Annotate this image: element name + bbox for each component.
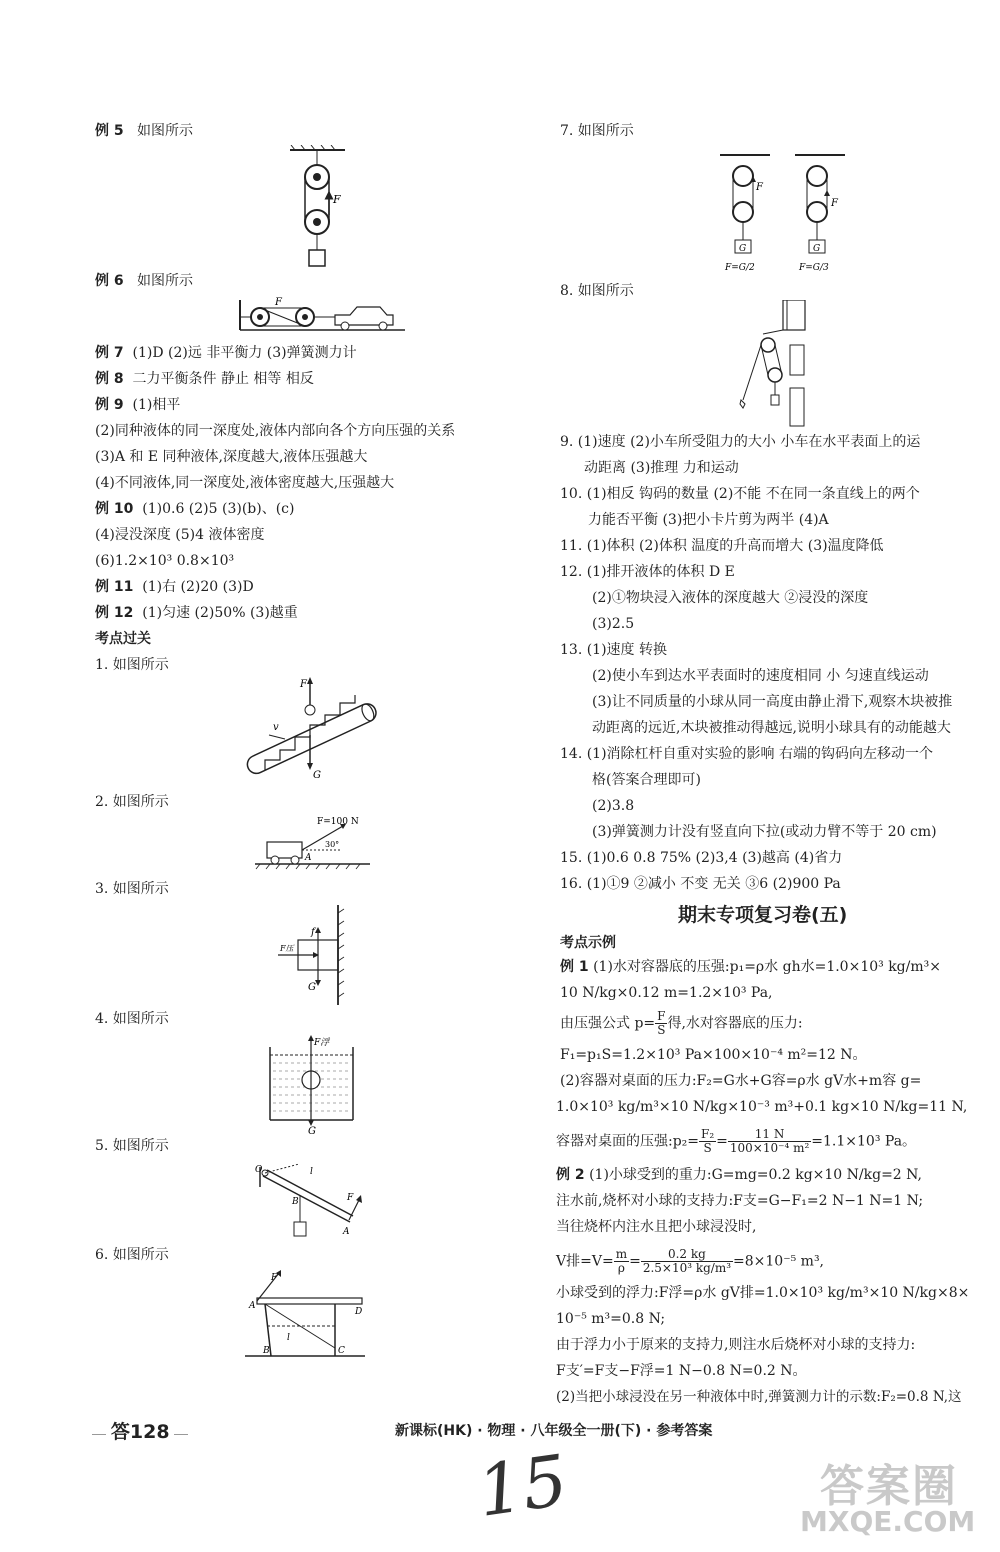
fraction (641, 1248, 733, 1275)
example-text: 二力平衡条件 静止 相等 相反 (132, 371, 314, 387)
example-9-line-4: (4)不同液体,同一深度处,液体密度越大,压强越大 (95, 475, 395, 491)
velocity-label: v (273, 722, 279, 733)
example-label: 例 9 (95, 397, 124, 413)
example-9-line-3: (3)A 和 E 同种液体,深度越大,液体压强越大 (95, 449, 368, 465)
section-title: 期末专项复习卷(五) (678, 904, 848, 926)
force-label: F=100 N (317, 817, 359, 827)
denominator: S (703, 1141, 712, 1155)
gravity-label: G (308, 982, 316, 993)
question-15: 15. (1)0.6 0.8 75% (2)3,4 (3)越高 (4)省力 (560, 850, 843, 866)
gravity-label: G (313, 770, 321, 781)
example-label: 例 10 (95, 501, 134, 517)
example-10-line-2: (4)浸没深度 (5)4 液体密度 (95, 527, 265, 543)
figure-example-6-car-pulley (235, 295, 410, 335)
question-14: 14. (1)消除杠杆自重对实验的影响 右端的钩码向左移动一个 (560, 746, 933, 762)
example-9-line-2: (2)同种液体的同一深度处,液体内部向各个方向压强的关系 (95, 423, 456, 439)
lever-arm-label: l (287, 1333, 290, 1343)
question-13-cont: 动距离的远近,木块被推动得越远,说明小球具有的动能越大 (592, 720, 951, 736)
point-a-label: A (249, 1301, 256, 1311)
question-9: 9. (1)速度 (2)小车所受阻力的大小 小车在水平表面上的运 (560, 434, 921, 450)
example-2-line-7: 由于浮力小于原来的支持力,则注水后烧杯对小球的支持力: (556, 1337, 916, 1353)
example-text: (1)右 (2)20 (3)D (142, 579, 254, 595)
example-text: 如图所示 (136, 273, 193, 289)
question-7: 7. 如图所示 (560, 123, 634, 139)
numerator: 11 N (728, 1128, 811, 1142)
question-14-cont: (2)3.8 (592, 798, 635, 814)
example-text: (1)水对容器底的压强:p₁=ρ水 gh水=1.0×10³ kg/m³× (593, 959, 941, 975)
example-1-line-1 (560, 958, 941, 976)
question-8: 8. 如图所示 (560, 283, 634, 299)
point-a-label: A (343, 1227, 350, 1237)
example-text: (1)相平 (132, 397, 181, 413)
point-b-label: B (263, 1346, 270, 1356)
force-label: F (271, 1273, 278, 1283)
question-1: 1. 如图所示 (95, 657, 169, 673)
watermark-url: MXQE.COM (800, 1505, 976, 1538)
question-13-cont: (3)让不同质量的小球从同一高度由静止滑下,观察木块被推 (592, 694, 953, 710)
text-segment: =1.1×10³ Pa。 (811, 1133, 917, 1150)
example-label: 例 2 (556, 1167, 585, 1183)
text-segment: =8×10⁻⁵ m³, (733, 1253, 825, 1270)
friction-label: f (311, 927, 315, 938)
example-2-line-4: V排=V= $\frac{m}{\rho}$ = $\frac{0.2 kg}{\text{2.5×10³ kg/m³}}$ =8×10⁻⁵ m³, (556, 1247, 825, 1275)
force-label: F (300, 679, 307, 690)
denominator: ρ (617, 1261, 625, 1275)
denominator: 100×10⁻⁴ m² (729, 1141, 810, 1155)
point-b-label: B (292, 1197, 299, 1207)
figure-q4-floating-ball (265, 1035, 360, 1135)
example-1-line-5: (2)容器对桌面的压力:F₂=G水+G容=ρ水 gV水+m容 g= (560, 1073, 922, 1089)
figure-q1-staircase-log (235, 675, 385, 790)
text-segment: 容器对桌面的压强:p₂= (556, 1133, 700, 1150)
rule (174, 1434, 188, 1435)
page-number (92, 1417, 188, 1444)
fraction (699, 1128, 716, 1155)
example-1-line-6: 1.0×10³ kg/m³×10 N/kg×10⁻³ m³+0.1 kg×10 N/kg=11 N, (556, 1099, 968, 1115)
question-11: 11. (1)体积 (2)体积 温度的升高而增大 (3)温度降低 (560, 538, 884, 554)
example-2-line-6: 10⁻⁵ m³=0.8 N; (556, 1311, 666, 1327)
example-5 (95, 122, 193, 140)
question-12-cont: (2)①物块浸入液体的深度越大 ②浸没的深度 (592, 590, 869, 606)
section-heading: 考点过关 (95, 631, 151, 647)
question-3: 3. 如图所示 (95, 881, 169, 897)
question-13: 13. (1)速度 转换 (560, 642, 667, 658)
denominator: 2.5×10³ kg/m³ (642, 1261, 732, 1275)
figure-q6-table-lever (245, 1268, 375, 1360)
formula-label: F=G/2 (725, 263, 755, 273)
numerator: F (657, 1009, 666, 1023)
example-1-line-7: 容器对桌面的压强:p₂= $\frac{\text{F₂}}{S}$ = $\frac{11 N}{\text{100×10⁻⁴ m²}}$ =1.1×10³ Pa。 (556, 1127, 917, 1155)
question-14-cont: 格(答案合理即可) (592, 772, 701, 788)
example-text: (1)小球受到的重力:G=mg=0.2 kg×10 N/kg=2 N, (589, 1167, 922, 1183)
point-d-label: D (355, 1307, 363, 1317)
numerator: m (615, 1247, 628, 1261)
pressure-force-label: F压 (280, 944, 294, 953)
rule (92, 1434, 106, 1435)
point-c-label: C (338, 1346, 345, 1356)
example-label: 例 1 (560, 959, 589, 975)
question-10-cont: 力能否平衡 (3)把小卡片剪为两半 (4)A (588, 512, 829, 528)
question-2: 2. 如图所示 (95, 794, 169, 810)
formula-label: F=G/3 (799, 263, 829, 273)
fraction (728, 1128, 811, 1155)
figure-q3-block-wall (278, 905, 358, 1005)
numerator: 0.2 kg (641, 1248, 733, 1262)
fraction (655, 1010, 667, 1037)
fraction (614, 1248, 629, 1275)
question-10: 10. (1)相反 钩码的数量 (2)不能 不在同一条直线上的两个 (560, 486, 920, 502)
figure-q5-lever (255, 1162, 365, 1247)
example-6 (95, 272, 193, 290)
point-a-label: A (305, 853, 312, 863)
figure-example-5-pulley (285, 145, 355, 270)
numerator: F₂ (701, 1127, 715, 1141)
example-2-line-5: 小球受到的浮力:F浮=ρ水 gV排=1.0×10³ kg/m³×10 N/kg×8× (556, 1285, 970, 1301)
example-label: 例 5 (95, 123, 124, 139)
example-7 (95, 344, 357, 362)
denominator: S (657, 1023, 666, 1037)
example-8 (95, 370, 314, 388)
example-1-line-2: 10 N/kg×0.12 m=1.2×10³ Pa, (560, 985, 773, 1001)
question-14-cont: (3)弹簧测力计没有竖直向下拉(或动力臂不等于 20 cm) (592, 824, 937, 840)
text-segment: 得,水对容器底的压力: (667, 1015, 803, 1032)
weight-label: G (739, 244, 747, 254)
question-6: 6. 如图所示 (95, 1247, 169, 1263)
question-13-cont: (2)使小车到达水平表面时的速度相同 小 匀速直线运动 (592, 668, 929, 684)
force-label: F (333, 193, 341, 206)
example-label: 例 12 (95, 605, 134, 621)
question-4: 4. 如图所示 (95, 1011, 169, 1027)
example-text: (1)0.6 (2)5 (3)(b)、(c) (142, 501, 295, 517)
example-2-line-2: 注水前,烧杯对小球的支持力:F支=G−F₁=2 N−1 N=1 N; (556, 1193, 924, 1209)
example-label: 例 7 (95, 345, 124, 361)
example-2-line-1 (556, 1166, 922, 1184)
question-5: 5. 如图所示 (95, 1138, 169, 1154)
angle-label: 30° (325, 840, 340, 849)
example-10-line-3: (6)1.2×10³ 0.8×10³ (95, 553, 235, 569)
example-label: 例 8 (95, 371, 124, 387)
example-text: 如图所示 (136, 123, 193, 139)
force-label: F (347, 1193, 354, 1203)
watermark-logo: 答案圈 (820, 1461, 958, 1512)
example-label: 例 6 (95, 273, 124, 289)
footer-title: 新课标(HK) · 物理 · 八年级全一册(下) · 参考答案 (395, 1423, 713, 1439)
example-2-line-8: F支′=F支−F浮=1 N−0.8 N=0.2 N。 (556, 1363, 807, 1379)
lever-arm-label: l (310, 1167, 313, 1177)
example-9 (95, 396, 180, 414)
example-10 (95, 500, 294, 518)
example-2-line-3: 当往烧杯内注水且把小球浸没时, (556, 1219, 757, 1235)
gravity-label: G (308, 1126, 316, 1135)
force-label: F (831, 198, 838, 209)
figure-q2-cart (255, 812, 375, 872)
page-number-text: 答128 (110, 1421, 170, 1443)
question-12: 12. (1)排开液体的体积 D E (560, 564, 735, 580)
example-label: 例 11 (95, 579, 134, 595)
handwritten-number: 15 (472, 1439, 573, 1533)
question-9-cont: 动距离 (3)推理 力和运动 (584, 460, 739, 476)
pivot-o-label: O (255, 1165, 263, 1175)
force-label: F (756, 182, 763, 193)
example-11 (95, 578, 254, 596)
question-16: 16. (1)①9 ②减小 不变 无关 ③6 (2)900 Pa (560, 876, 841, 892)
figure-q7-pulleys (715, 150, 855, 280)
question-12-cont: (3)2.5 (592, 616, 635, 632)
text-segment: V排=V= (556, 1253, 614, 1270)
buoyancy-label: F浮 (314, 1038, 330, 1048)
example-text: (1)D (2)远 非平衡力 (3)弹簧测力计 (132, 345, 357, 361)
example-1-line-3 (560, 1010, 803, 1037)
figure-q8-pulley-system (735, 300, 815, 430)
weight-label: G (813, 244, 821, 254)
force-label: F (275, 297, 282, 308)
example-text: (1)匀速 (2)50% (3)越重 (142, 605, 298, 621)
text-segment: 由压强公式 p= (560, 1015, 656, 1032)
example-1-line-4: F₁=p₁S=1.2×10³ Pa×100×10⁻⁴ m²=12 N。 (560, 1047, 867, 1063)
section-heading: 考点示例 (560, 935, 616, 951)
example-12 (95, 604, 298, 622)
example-2-line-9: (2)当把小球浸没在另一种液体中时,弹簧测力计的示数:F₂=0.8 N,这 (556, 1389, 962, 1405)
